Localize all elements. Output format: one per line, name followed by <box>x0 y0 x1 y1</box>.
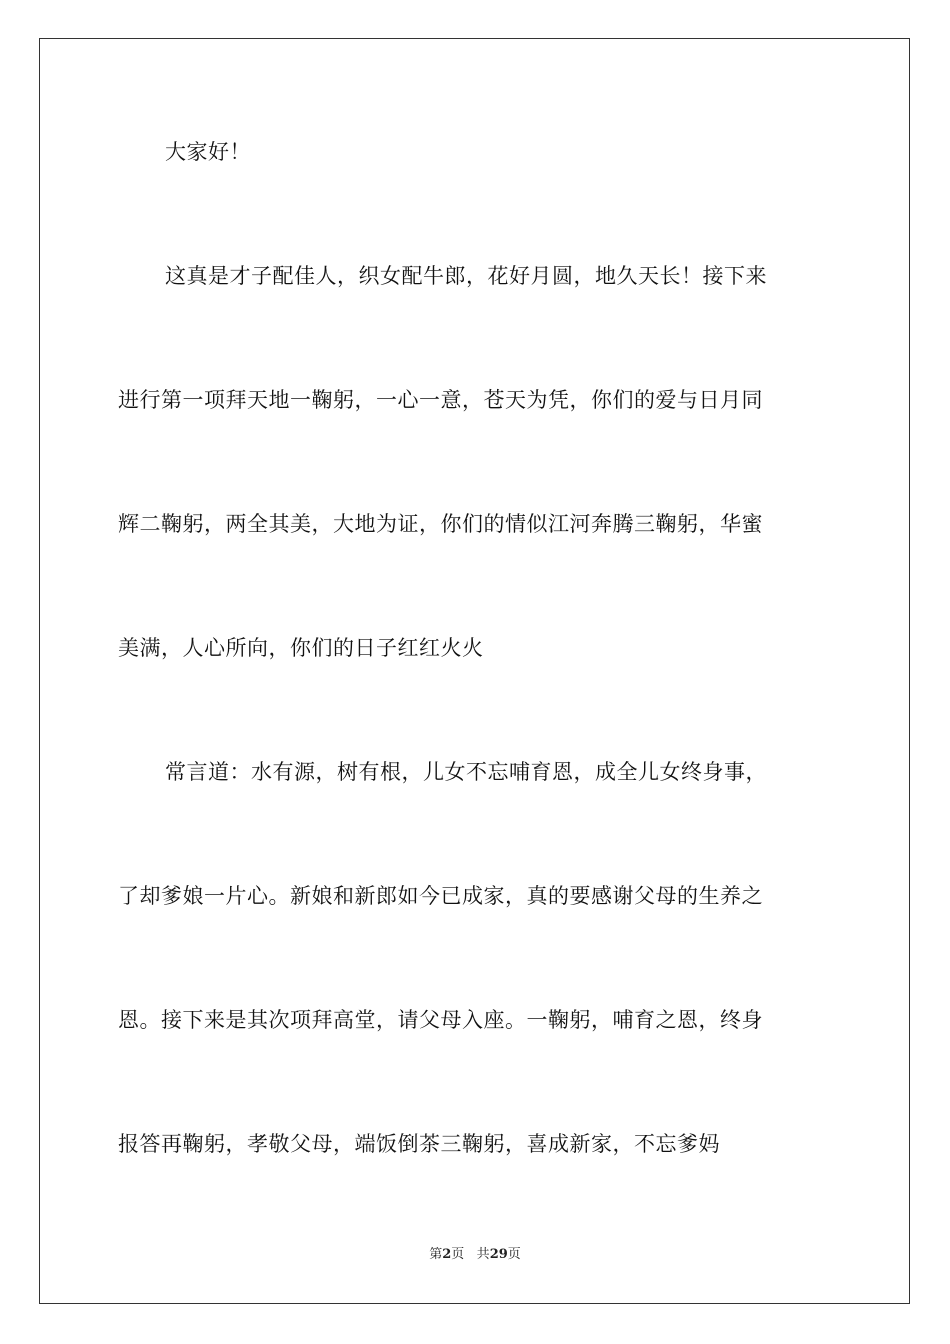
paragraph-1-line-1: 这真是才子配佳人，织女配牛郎，花好月圆，地久天长！接下来 <box>165 264 767 288</box>
total-prefix: 共 <box>476 1247 490 1262</box>
paragraph-2-line-4: 报答再鞠躬，孝敬父母，端饭倒茶三鞠躬，喜成新家，不忘爹妈 <box>118 1132 720 1156</box>
paragraph-1-line-4: 美满，人心所向，你们的日子红红火火 <box>118 636 484 660</box>
greeting-line: 大家好！ <box>165 140 251 164</box>
paragraph-1-line-2: 进行第一项拜天地一鞠躬，一心一意，苍天为凭，你们的爱与日月同 <box>118 388 763 412</box>
paragraph-2-line-2: 了却爹娘一片心。新娘和新郎如今已成家，真的要感谢父母的生养之 <box>118 884 763 908</box>
page-suffix: 页 <box>451 1247 465 1262</box>
total-suffix: 页 <box>507 1247 521 1262</box>
total-pages: 29 <box>489 1247 508 1262</box>
page-number: 2 <box>442 1247 452 1262</box>
paragraph-1-line-3: 辉二鞠躬，两全其美，大地为证，你们的情似江河奔腾三鞠躬，华蜜 <box>118 512 763 536</box>
paragraph-2-line-3: 恩。接下来是其次项拜高堂，请父母入座。一鞠躬，哺育之恩，终身 <box>118 1008 763 1032</box>
page-footer <box>0 1247 950 1263</box>
page-prefix: 第 <box>429 1247 443 1262</box>
paragraph-2-line-1: 常言道：水有源，树有根，儿女不忘哺育恩，成全儿女终身事， <box>165 760 767 784</box>
page-border <box>39 38 910 1304</box>
